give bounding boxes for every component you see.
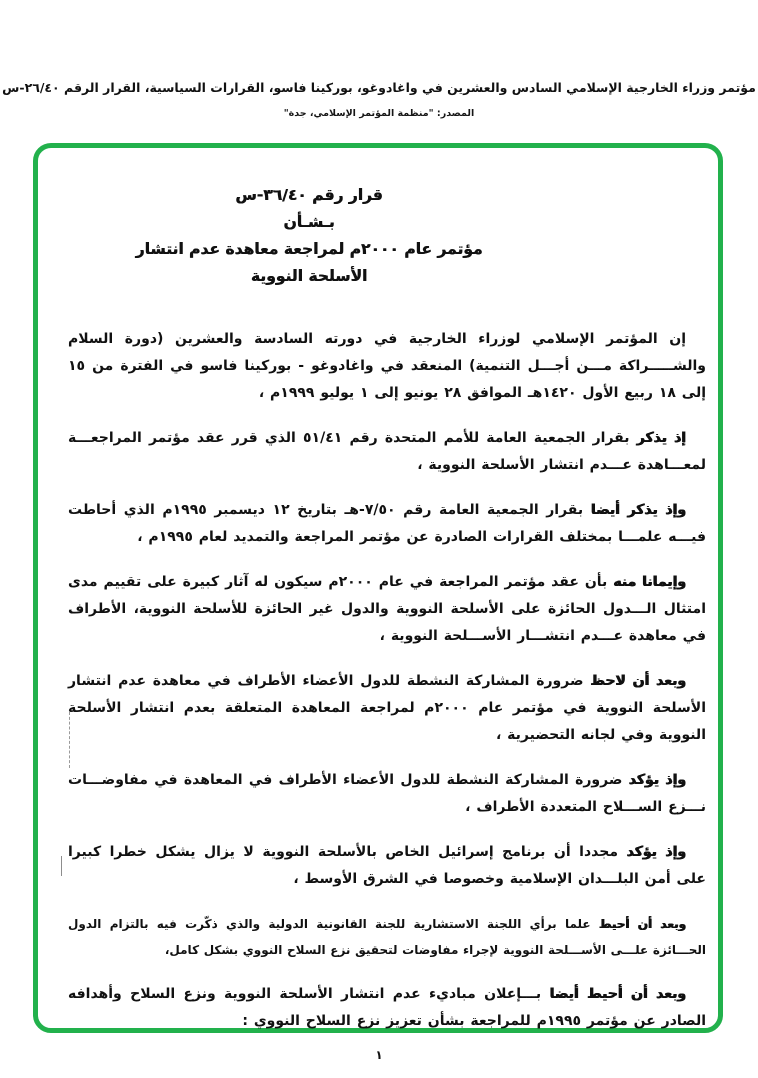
source-line: المصدر: "منظمة المؤتمر الإسلامي، جدة" (283, 108, 475, 119)
resolution-subject-line1: مؤتمر عام ٢٠٠٠م لمراجعة معاهدة عدم انتشار (135, 240, 483, 258)
document-frame (33, 143, 723, 1033)
paragraph-text: بـــإعلان مباديء عدم انتشار الأسلحة النووية ونزع السلاح وأهدافه الصادر عن مؤتمر ١٩٩٥م للمراجعة بشأن تعزيز نزع السلاح النووي : (68, 986, 706, 1029)
paragraph-lead: وإذ يؤكد (626, 844, 686, 860)
page-number: ١ (375, 1048, 383, 1062)
paragraph (68, 911, 706, 963)
paragraph-text: بقرار الجمعية العامة رقم ٧/٥٠-هـ بتاريخ ١٢ ديسمبر ١٩٩٥م الذي أحاطت فيـــه علمـــا بمختلف القرارات الصادرة عن مؤتمر المراجعة والتمديد لعام ١٩٩٥م ، (68, 502, 706, 545)
paragraph-text: إن المؤتمر الإسلامي لوزراء الخارجية في دورته السادسة والعشرين (دورة السلام والشـــــراكة مـــن أجـــل التنمية) المنعقد في واغادوغو - بوركينا فاسو في الفترة من ١٥ إلى ١٨ ربيع الأول ١٤٢٠هـ الموافق ٢٨ يونيو إلى ١ يوليو ١٩٩٩م ، (68, 331, 706, 401)
paragraph-lead: وبعد أن لاحظ (590, 673, 686, 689)
paragraph-lead: وإيمانا منه (613, 574, 686, 590)
paragraph-lead: وبعد أن أحيط (598, 917, 687, 931)
document-header-line: مؤتمر وزراء الخارجية الإسلامي السادس والعشرين في واغادوغو، بوركينا فاسو، القرارات السياسية، القرار الرقم ٢٦/٤٠-س (2, 80, 756, 95)
paragraph (68, 839, 706, 893)
resolution-title (0, 182, 628, 290)
resolution-number: قرار رقم ٣٦/٤٠-س (235, 186, 383, 204)
paragraph-text: بأن عقد مؤتمر المراجعة في عام ٢٠٠٠م سيكون له آثار كبيرة على تقييم مدى امتثال الـــدول الحائزة على الأسلحة النووية والدول غير الحائزة للأسلحة النووية، الأطراف في معاهدة عـــدم انتشـــار الأســـلحة النووية ، (68, 574, 706, 644)
paragraph (68, 981, 706, 1035)
paragraph-text: ضرورة المشاركة النشطة للدول الأعضاء الأطراف في المعاهدة في مفاوضـــات نـــزع الســـلاح المتعددة الأطراف ، (68, 772, 706, 815)
paragraph (68, 668, 706, 749)
paragraph-lead: وبعد أن أحيط أيضا (549, 986, 686, 1002)
paragraph (68, 497, 706, 551)
scan-artifact (61, 856, 62, 876)
paragraph (68, 569, 706, 650)
resolution-subject-line2: الأسلحة النووية (250, 267, 368, 285)
paragraph-lead: وإذ يؤكد (628, 772, 687, 788)
scan-artifact (69, 712, 70, 768)
paragraph-text: ضرورة المشاركة النشطة للدول الأعضاء الأطراف في معاهدة عدم انتشار الأسلحة النووية في مؤتمر عام ٢٠٠٠م لمراجعة المعاهدة المتعلقة بعدم انتشار الأسلحة النووية وفي لجانه التحضيرية ، (68, 673, 706, 743)
paragraph-text: مجددا أن برنامج إسرائيل الخاص بالأسلحة النووية لا يزال يشكل خطرا كبيرا على أمن البلـــدان الإسلامية وخصوصا في الشرق الأوسط ، (68, 844, 706, 887)
resolution-regarding: بـشـأن (283, 213, 335, 231)
paragraph-text: علما برأي اللجنة الاستشارية للجنة القانونية الدولية والذي ذكّرت فيه بالتزام الدول الحـــائزة علـــى الأســـلحة النووية لإجراء مفاوضات لتحقيق نزع السلاح النووي بشكل كامل، (68, 917, 706, 957)
paragraph (68, 767, 706, 821)
resolution-body (68, 326, 706, 1035)
paragraph-lead: إذ يذكر (636, 430, 686, 446)
paragraph (68, 326, 706, 407)
paragraph-lead: وإذ يذكر أيضا (590, 502, 686, 518)
paragraph (68, 425, 706, 479)
paragraph-text: بقرار الجمعية العامة للأمم المتحدة رقم ٥١/٤١ الذي قرر عقد مؤتمر المراجعـــة لمعـــاهدة عـــدم انتشار الأسلحة النووية ، (68, 430, 706, 473)
